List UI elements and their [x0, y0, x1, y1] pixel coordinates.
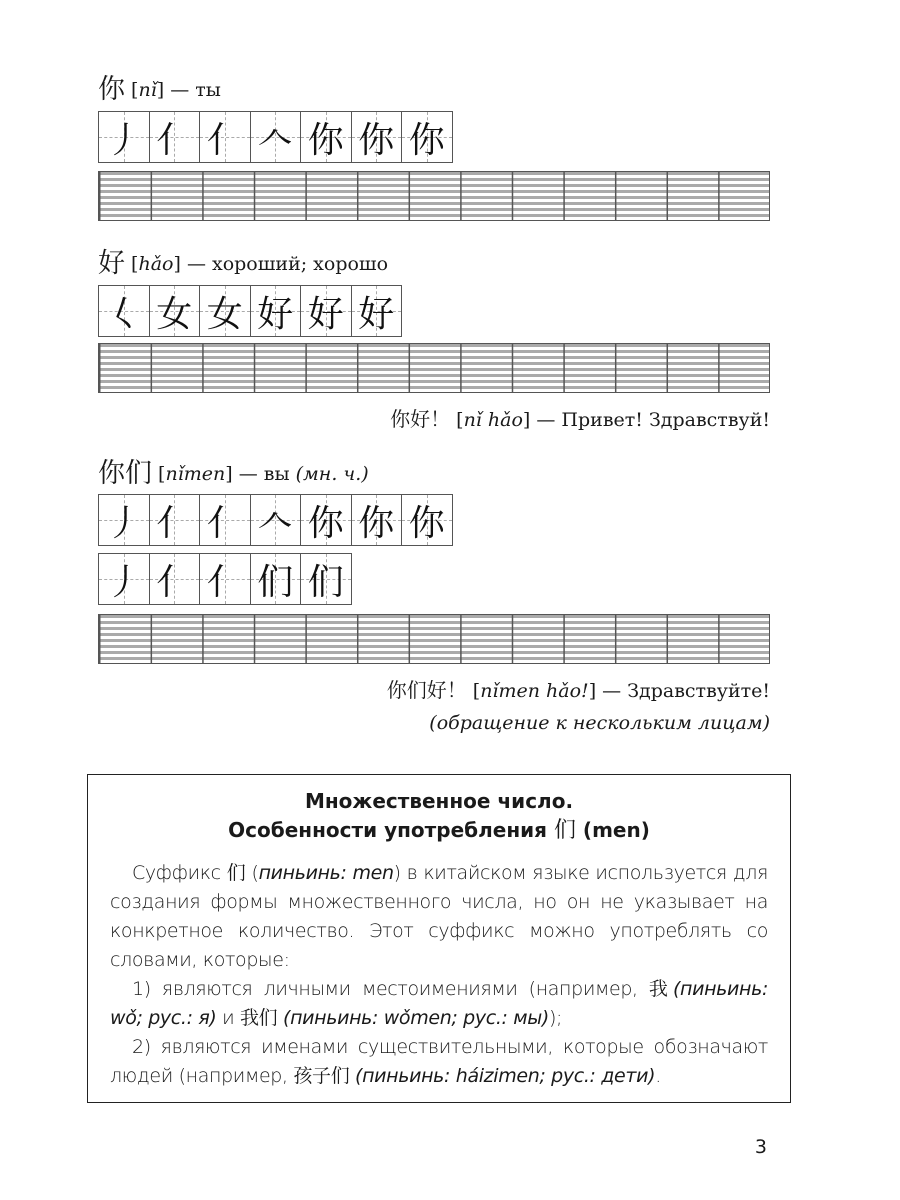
stroke-order-hao: [98, 285, 402, 337]
box-paragraph: Суффикс 们 (пиньинь: men) в китайском языке используется для создания формы множественного числа, но он не указывает на конкретное количество. Этот суффикс можно употреблять со словами, которые:: [110, 862, 768, 971]
stroke-cell: 你: [402, 112, 453, 162]
phrase-pinyin: nǐ hǎo: [463, 409, 523, 431]
stroke-cell: 好: [251, 286, 302, 336]
heading-char: 你们: [98, 458, 152, 489]
heading-pinyin: nǐ: [138, 79, 157, 101]
stroke-cell: 亻: [200, 554, 251, 604]
stroke-cell: 好: [352, 286, 403, 336]
heading-pinyin: hǎo: [138, 253, 174, 275]
box-paragraph: 2) являются именами существительными, которые обозначают людей (например, 孩子们 (пиньинь: háizimen; рус.: дети).: [110, 1036, 768, 1087]
heading-pinyin: nǐmen: [165, 463, 226, 485]
box-text: [110, 859, 768, 1091]
pinyin-bracket: [: [131, 79, 139, 101]
stroke-cell: 你: [301, 495, 352, 545]
stroke-cell: 亻: [150, 112, 201, 162]
box-title-line1: Множественное число.: [304, 789, 574, 813]
stroke-cell: 们: [301, 554, 352, 604]
phrase-hanzi: 你们好！: [386, 678, 467, 702]
heading-ni: [98, 76, 221, 104]
phrase-pinyin: nǐmen hǎo!: [480, 680, 589, 702]
stroke-cell: 亻: [200, 495, 251, 545]
stroke-cell: 你: [402, 495, 453, 545]
pinyin-bracket: [: [158, 463, 166, 485]
stroke-cell: 亻: [150, 554, 201, 604]
pinyin-bracket: ]: [225, 463, 233, 485]
stroke-cell: 你: [352, 112, 403, 162]
heading-nimen: [98, 460, 369, 488]
heading-meaning-note: (мн. ч.): [295, 463, 369, 485]
heading-meaning: — вы: [232, 463, 296, 485]
pinyin-bracket: ]: [173, 253, 181, 275]
phrase-nimen-hao: 你们好！ [nǐmen hǎo!] — Здравствуйте!: [386, 678, 770, 702]
grammar-box: [87, 774, 791, 1103]
stroke-cell: 女: [150, 286, 201, 336]
phrase-meaning: — Здравствуйте!: [596, 680, 770, 702]
stroke-cell: 𠆢: [251, 112, 302, 162]
stroke-cell: 丿: [99, 495, 150, 545]
pinyin-bracket: [: [131, 253, 139, 275]
heading-meaning: — ты: [164, 79, 221, 101]
practice-grid-nimen[interactable]: [98, 614, 770, 664]
stroke-cell: 你: [352, 495, 403, 545]
stroke-order-ni: [98, 111, 453, 163]
box-title: [110, 787, 768, 845]
box-title-line2: Особенности употребления 们 (men): [228, 818, 650, 843]
phrase-note: (обращение к нескольким лицам): [429, 712, 770, 734]
stroke-cell: 好: [301, 286, 352, 336]
stroke-cell: 𠆢: [251, 495, 302, 545]
stroke-cell: 亻: [150, 495, 201, 545]
stroke-cell: 们: [251, 554, 302, 604]
stroke-cell: 女: [200, 286, 251, 336]
heading-char: 你: [98, 74, 125, 105]
phrase-hanzi: 你好！: [390, 407, 451, 431]
stroke-order-men: [98, 553, 352, 605]
heading-meaning: — хороший; хорошо: [180, 253, 389, 275]
stroke-cell: 丿: [99, 112, 150, 162]
stroke-cell: 亻: [200, 112, 251, 162]
pinyin-bracket: ]: [156, 79, 165, 101]
stroke-order-ni-2: [98, 494, 453, 546]
stroke-cell: 你: [301, 112, 352, 162]
practice-grid-hao[interactable]: [98, 343, 770, 393]
box-paragraph: 1) являются личными местоимениями (например, 我(пиньинь: wǒ; рус.: я) и 我们 (пиньинь: wǒmen; рус.: мы));: [110, 978, 768, 1029]
page-number: 3: [754, 1136, 767, 1158]
stroke-cell: 𡿨: [99, 286, 150, 336]
heading-char: 好: [98, 248, 125, 279]
practice-grid-ni[interactable]: [98, 171, 770, 221]
phrase-meaning: — Привет! Здравствуй!: [530, 409, 770, 431]
stroke-cell: 丿: [99, 554, 150, 604]
phrase-ni-hao: 你好！ [nǐ hǎo] — Привет! Здравствуй!: [390, 407, 770, 431]
heading-hao: [98, 250, 388, 278]
